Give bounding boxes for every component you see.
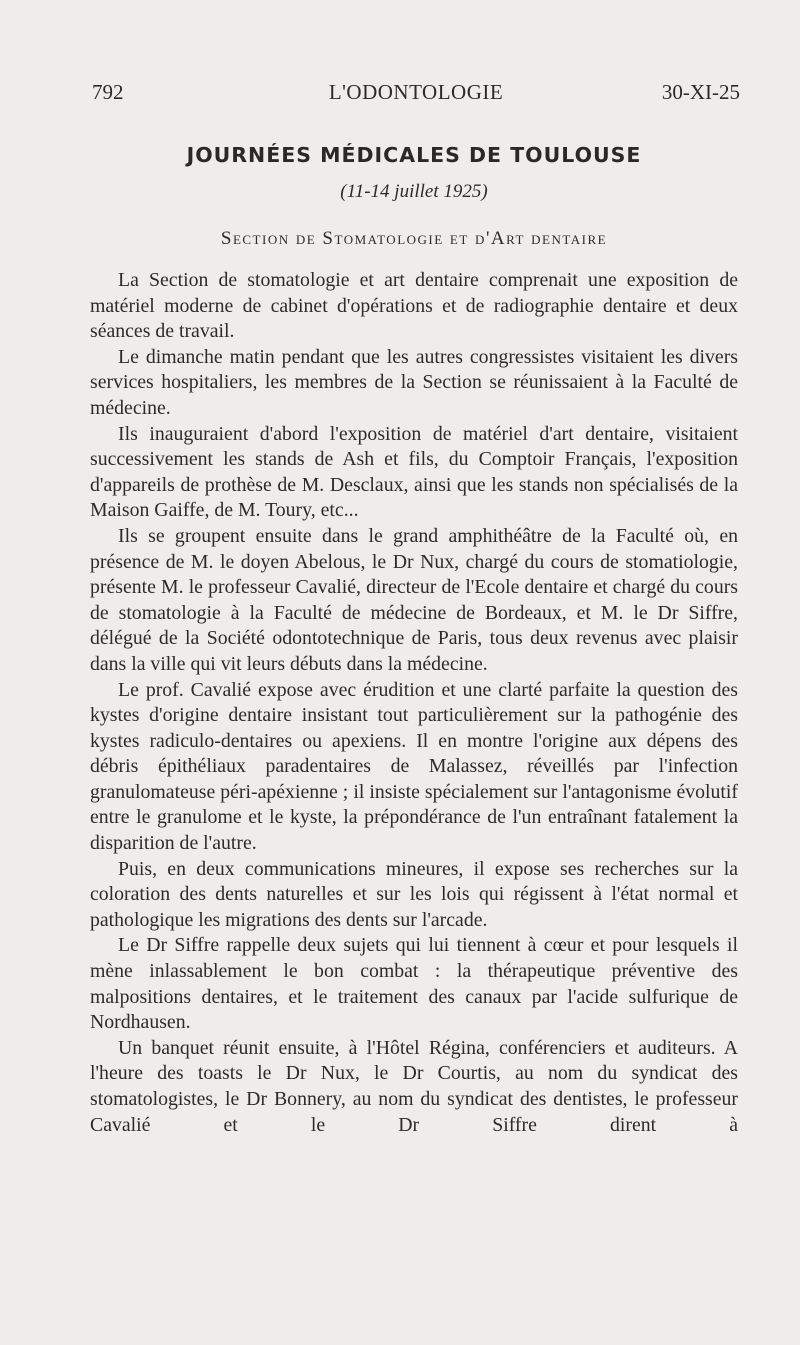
paragraph: Ils inauguraient d'abord l'exposition de matériel d'art dentaire, visitaient successivement les stands de Ash et fils, du Comptoir Français, l'exposition d'appareils de prothèse de M. Desclaux, ainsi que les stands non spécialisés de la Maison Gaiffe, de M. Toury, etc... <box>90 422 738 522</box>
paragraph: Le Dr Siffre rappelle deux sujets qui lui tiennent à cœur et pour lesquels il mène inlassablement le bon combat : la thérapeutique préventive des malpositions dentaires, et le traitement des canaux par l'acide sulfurique de Nordhausen. <box>90 934 738 1034</box>
paragraph: Ils se groupent ensuite dans le grand amphithéâtre de la Faculté où, en présence de M. le doyen Abelous, le Dr Nux, chargé du cours de stomatiologie, présente M. le professeur Cavalié, directeur de l'Ecole dentaire et chargé du cours de stomatologie à la Faculté de médecine de Bordeaux, et M. le Dr Siffre, délégué de la Société odontotechnique de Paris, tous deux revenus avec plaisir dans la ville qui vit leurs débuts dans la médecine. <box>90 524 738 675</box>
running-header <box>92 80 740 114</box>
event-dates: (11-14 juillet 1925) <box>340 181 488 202</box>
paragraph: Un banquet réunit ensuite, à l'Hôtel Régina, conférenciers et auditeurs. A l'heure des toasts le Dr Nux, le Dr Courtis, au nom du syndicat des stomatologistes, le Dr Bonnery, au nom du syndicat des dentistes, le professeur Cavalié et le Dr Siffre dirent à <box>90 1036 738 1136</box>
issue-date: 30-XI-25 <box>661 80 740 104</box>
paragraph: La Section de stomatologie et art dentaire comprenait une exposition de matériel moderne de cabinet d'opérations et de radiographie dentaire et deux séances de travail. <box>90 269 738 343</box>
page-number: 792 <box>92 80 124 104</box>
section-heading: Section de Stomatologie et d'Art dentaire <box>220 228 608 249</box>
paragraph: Le dimanche matin pendant que les autres congressistes visitaient les divers services hospitaliers, les membres de la Section se réunissaient à la Faculté de médecine. <box>90 345 738 419</box>
journal-name: L'ODONTOLOGIE <box>328 80 504 104</box>
article-title: JOURNÉES MÉDICALES DE TOULOUSE <box>186 143 642 167</box>
article-body <box>90 268 738 1138</box>
paragraph: Puis, en deux communications mineures, il expose ses recherches sur la coloration des dents naturelles et sur les lois qui régissent à l'état normal et pathologique les migrations des dents sur l'arcade. <box>90 857 738 931</box>
paragraph: Le prof. Cavalié expose avec érudition et une clarté parfaite la question des kystes d'origine dentaire insistant tout particulièrement sur la pathogénie des kystes radiculo-dentaires ou apexiens. Il en montre l'origine aux dépens des débris épithéliaux paradentaires de Malassez, réveillés par l'infection granulomateuse péri-apéxienne ; il insiste spécialement sur l'antagonisme évolutif entre le granulome et le kyste, la prépondérance de l'un entraînant fatalement la disparition de l'autre. <box>90 678 738 855</box>
